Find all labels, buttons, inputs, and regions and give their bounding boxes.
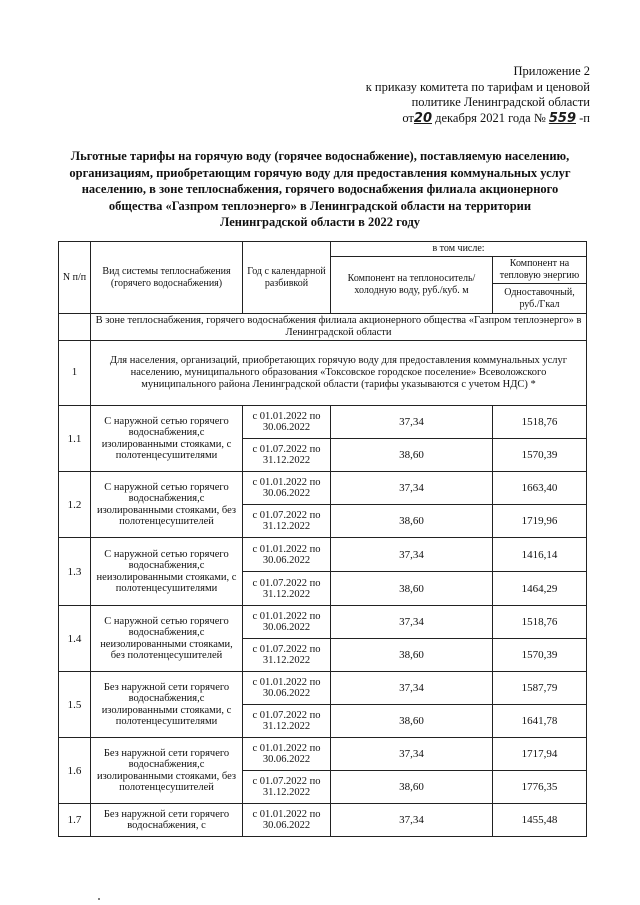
row-component-energy: 1570,39 [493,639,587,672]
group-row [59,341,587,406]
row-period: с 01.01.2022 по 30.06.2022 [243,606,331,639]
row-component-energy: 1719,96 [493,505,587,538]
section-title: В зоне теплоснабжения, горячего водоснабжения филиала акционерного общества «Газпром теплоэнерго» в Ленинградской области [91,314,587,341]
row-component-water: 37,34 [331,406,493,439]
row-period: с 01.01.2022 по 30.06.2022 [243,406,331,439]
row-period: с 01.07.2022 по 31.12.2022 [243,439,331,472]
row-system-label: С наружной сетью горячего водоснабжения,с неизолированными стояками, с полотенцесушителями [91,538,243,606]
row-component-energy: 1455,48 [493,804,587,837]
table-row [59,406,587,439]
row-number: 1.4 [59,606,91,672]
table-row [59,538,587,572]
row-number: 1.2 [59,472,91,538]
handwritten-day: 20 [413,110,432,126]
appendix-date-line [340,111,590,127]
row-component-energy: 1416,14 [493,538,587,572]
row-period: с 01.07.2022 по 31.12.2022 [243,639,331,672]
row-number: 1.5 [59,672,91,738]
row-component-water: 37,34 [331,472,493,505]
header-num: N п/п [59,242,91,314]
header-one-part: Одноставочный, руб./Гкал [493,284,587,314]
handwritten-order-number: 559 [548,110,577,126]
header-year: Год с календарной разбивкой [243,242,331,314]
date-prefix: от [402,110,414,125]
row-component-energy: 1518,76 [493,406,587,439]
document-title [55,148,585,231]
row-component-water: 37,34 [331,804,493,837]
title-line-1: Льготные тарифы на горячую воду (горячее водоснабжение), поставляемую населению, [70,149,570,163]
appendix-title: Приложение 2 [513,64,590,78]
table-row [59,472,587,505]
table-row [59,606,587,639]
row-period: с 01.01.2022 по 30.06.2022 [243,738,331,771]
title-line-5: Ленинградской области в 2022 году [219,215,421,229]
row-number: 1.7 [59,804,91,837]
row-period: с 01.07.2022 по 31.12.2022 [243,771,331,804]
row-component-energy: 1663,40 [493,472,587,505]
section-row [59,314,587,341]
row-number: 1.6 [59,738,91,804]
tariff-table [58,241,587,837]
table-row [59,738,587,771]
row-system-label: С наружной сетью горячего водоснабжения,с неизолированными стояками, без полотенцесушителей [91,606,243,672]
table-row [59,804,587,837]
header-component-energy: Компонент на тепловую энергию [493,257,587,284]
row-component-water: 38,60 [331,771,493,804]
group-num: 1 [59,341,91,406]
header-component-water: Компонент на теплоноситель/холодную воду, руб./куб. м [331,257,493,314]
header-system-type: Вид системы теплоснабжения (горячего водоснабжения) [91,242,243,314]
row-system-label: Без наружной сети горячего водоснабжения,с изолированными стояками, с полотенцесушителями [91,672,243,738]
row-component-water: 37,34 [331,538,493,572]
row-component-energy: 1464,29 [493,572,587,606]
appendix-policy-line: политике Ленинградской области [411,95,590,109]
title-line-4: общества «Газпром теплоэнерго» в Ленинградской области на территории [108,198,532,213]
row-component-water: 38,60 [331,439,493,472]
row-period: с 01.01.2022 по 30.06.2022 [243,672,331,705]
table-row [59,672,587,705]
tariff-rows [59,406,587,837]
appendix-block [340,64,590,126]
row-component-water: 37,34 [331,606,493,639]
row-period: с 01.07.2022 по 31.12.2022 [243,705,331,738]
header-row [59,242,587,257]
row-period: с 01.01.2022 по 30.06.2022 [243,472,331,505]
row-component-water: 38,60 [331,505,493,538]
title-line-3: населению, в зоне теплоснабжения, горячего водоснабжения филиала акционерного [81,182,559,196]
row-component-energy: 1570,39 [493,439,587,472]
date-middle: декабря 2021 года № [435,110,546,125]
row-period: с 01.01.2022 по 30.06.2022 [243,804,331,837]
row-component-water: 38,60 [331,639,493,672]
row-system-label: С наружной сетью горячего водоснабжения,с изолированными стояками, без полотенцесушителей [91,472,243,538]
row-component-water: 38,60 [331,572,493,606]
row-number: 1.3 [59,538,91,606]
appendix-order-line: к приказу комитета по тарифам и ценовой [365,79,590,94]
row-number: 1.1 [59,406,91,472]
row-component-energy: 1641,78 [493,705,587,738]
row-system-label: С наружной сетью горячего водоснабжения,с изолированными стояками, с полотенцесушителями [91,406,243,472]
header-including: в том числе: [331,242,587,257]
row-period: с 01.07.2022 по 31.12.2022 [243,572,331,606]
row-component-water: 37,34 [331,672,493,705]
row-component-water: 38,60 [331,705,493,738]
row-period: с 01.07.2022 по 31.12.2022 [243,505,331,538]
row-component-water: 37,34 [331,738,493,771]
row-component-energy: 1776,35 [493,771,587,804]
title-line-2: организациям, приобретающим горячую воду для предоставления коммунальных услуг [69,165,571,180]
row-period: с 01.01.2022 по 30.06.2022 [243,538,331,572]
order-suffix: -п [579,110,590,125]
group-text: Для населения, организаций, приобретающих горячую воду для предоставления коммунальных услуг населению, муниципального образования «Токсовское городское поселение» Всеволожского муниципального района Ленинградской области (тарифы указываются с учетом НДС) * [91,341,587,406]
row-system-label: Без наружной сети горячего водоснабжения, с [91,804,243,837]
row-component-energy: 1587,79 [493,672,587,705]
row-component-energy: 1717,94 [493,738,587,771]
scan-speck [98,898,100,900]
row-system-label: Без наружной сети горячего водоснабжения,с изолированными стояками, без полотенцесушителей [91,738,243,804]
row-component-energy: 1518,76 [493,606,587,639]
